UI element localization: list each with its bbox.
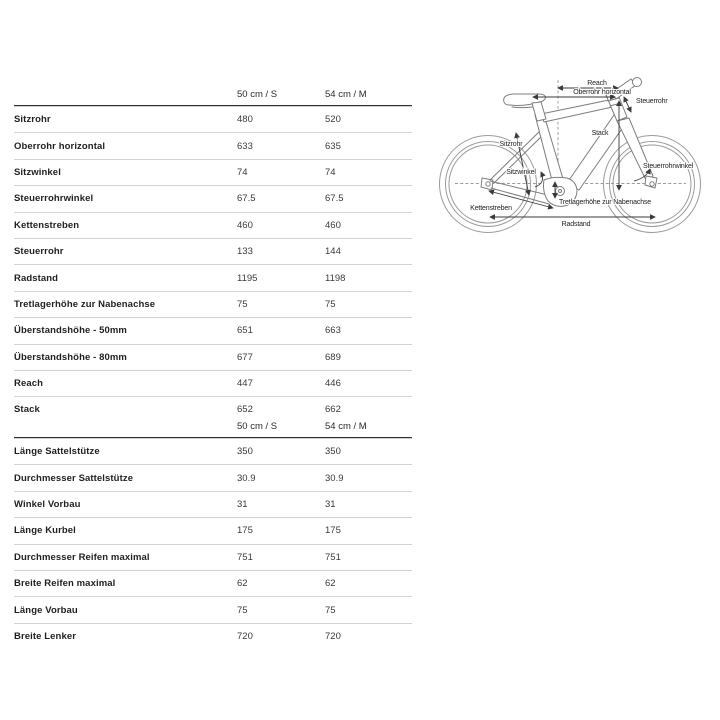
- row-label: Stack: [14, 404, 40, 416]
- header-size-s: 50 cm / S: [237, 421, 278, 432]
- table-row: [14, 544, 412, 570]
- row-value: 62: [325, 578, 336, 590]
- row-label: Steuerrohr: [14, 246, 64, 258]
- row-value: 447: [237, 378, 253, 390]
- row-label: Überstandshöhe - 50mm: [14, 325, 127, 337]
- row-value: 480: [237, 114, 253, 126]
- row-value: 720: [325, 630, 341, 642]
- row-label: Radstand: [14, 272, 59, 284]
- table-row: [14, 464, 412, 490]
- bike-geometry-diagram: [430, 58, 720, 238]
- row-label: Tretlagerhöhe zur Nabenachse: [14, 298, 156, 310]
- table-row: [14, 132, 412, 158]
- row-label: Winkel Vorbau: [14, 498, 81, 510]
- row-value: 30.9: [325, 472, 344, 484]
- table-row: [14, 212, 412, 238]
- top-tube: [541, 99, 617, 122]
- table-row: [14, 491, 412, 517]
- diagram-label-stack: Stack: [591, 130, 609, 137]
- row-value: 175: [325, 525, 341, 537]
- row-label: Länge Vorbau: [14, 604, 78, 616]
- down-tube: [567, 115, 626, 190]
- table-row: [14, 570, 412, 596]
- row-label: Länge Sattelstütze: [14, 446, 100, 458]
- table-row: [14, 344, 412, 370]
- row-value: 75: [237, 298, 248, 310]
- diagram-label-steuerrohr: Steuerrohr: [636, 98, 668, 105]
- front-axle: [650, 182, 654, 186]
- row-value: 74: [237, 166, 248, 178]
- table-row: [14, 438, 412, 464]
- header-size-s: 50 cm / S: [237, 89, 278, 100]
- header-size-m: 54 cm / M: [325, 89, 367, 100]
- row-value: 350: [237, 446, 253, 458]
- row-value: 460: [237, 219, 253, 231]
- row-label: Steuerrohrwinkel: [14, 193, 94, 205]
- row-value: 663: [325, 325, 341, 337]
- steuerrohr-arrow: [624, 97, 631, 112]
- row-label: Kettenstreben: [14, 219, 80, 231]
- row-value: 652: [237, 404, 253, 416]
- row-value: 31: [325, 498, 336, 510]
- row-label: Breite Reifen maximal: [14, 578, 116, 590]
- row-label: Breite Lenker: [14, 630, 77, 642]
- table-row: [14, 106, 412, 132]
- row-value: 677: [237, 351, 253, 363]
- row-value: 74: [325, 166, 336, 178]
- row-value: 633: [237, 140, 253, 152]
- row-label: Sitzrohr: [14, 114, 51, 126]
- row-value: 446: [325, 378, 341, 390]
- table-row: [14, 185, 412, 211]
- diagram-label-sitzwinkel: Sitzwinkel: [506, 169, 536, 176]
- handlebar-grip: [633, 78, 642, 87]
- row-label: Durchmesser Sattelstütze: [14, 472, 134, 484]
- row-label: Überstandshöhe - 80mm: [14, 351, 127, 363]
- row-value: 31: [237, 498, 248, 510]
- row-label: Oberrohr horizontal: [14, 140, 106, 152]
- row-value: 651: [237, 325, 253, 337]
- diagram-label-kettenstreben: Kettenstreben: [470, 205, 512, 212]
- row-value: 75: [325, 298, 336, 310]
- table-row: [14, 623, 412, 649]
- header-size-m: 54 cm / M: [325, 421, 367, 432]
- row-value: 67.5: [325, 193, 344, 205]
- components-table: [14, 416, 412, 649]
- row-label: Durchmesser Reifen maximal: [14, 551, 150, 563]
- row-value: 30.9: [237, 472, 256, 484]
- table-row: [14, 370, 412, 396]
- table-row: [14, 291, 412, 317]
- fork: [617, 118, 653, 180]
- table-header: [14, 416, 412, 438]
- row-value: 1198: [325, 272, 346, 284]
- diagram-label-sitzrohr: Sitzrohr: [499, 141, 523, 148]
- chainstay: [491, 188, 549, 204]
- bottom-bracket: [556, 187, 565, 196]
- table-header: [14, 84, 412, 106]
- row-value: 751: [237, 551, 253, 563]
- row-value: 460: [325, 219, 341, 231]
- diagram-label-tretlagerhoehe: Tretlagerhöhe zur Nabenachse: [559, 199, 652, 206]
- row-value: 75: [237, 604, 248, 616]
- row-value: 144: [325, 246, 341, 258]
- table-row: [14, 264, 412, 290]
- rear-axle: [486, 182, 490, 186]
- row-label: Länge Kurbel: [14, 525, 76, 537]
- diagram-label-reach: Reach: [587, 80, 607, 87]
- row-value: 75: [325, 604, 336, 616]
- row-value: 635: [325, 140, 341, 152]
- diagram-label-radstand: Radstand: [561, 221, 591, 228]
- row-value: 662: [325, 404, 341, 416]
- table-row: [14, 517, 412, 543]
- diagram-label-oberrohr: Oberrohr horizontal: [573, 89, 631, 96]
- table-row: [14, 159, 412, 185]
- row-value: 689: [325, 351, 341, 363]
- seatpost: [532, 102, 546, 121]
- frame-geometry-table: [14, 84, 412, 423]
- row-value: 751: [325, 551, 341, 563]
- row-value: 133: [237, 246, 253, 258]
- row-value: 67.5: [237, 193, 256, 205]
- table-row: [14, 596, 412, 622]
- table-row: [14, 238, 412, 264]
- row-value: 1195: [237, 272, 258, 284]
- row-label: Sitzwinkel: [14, 166, 61, 178]
- table-row: [14, 317, 412, 343]
- diagram-label-steuerrohrwinkel: Steuerrohrwinkel: [643, 163, 694, 170]
- row-value: 62: [237, 578, 248, 590]
- row-value: 350: [325, 446, 341, 458]
- row-value: 520: [325, 114, 341, 126]
- row-value: 720: [237, 630, 253, 642]
- row-label: Reach: [14, 378, 44, 390]
- row-value: 175: [237, 525, 253, 537]
